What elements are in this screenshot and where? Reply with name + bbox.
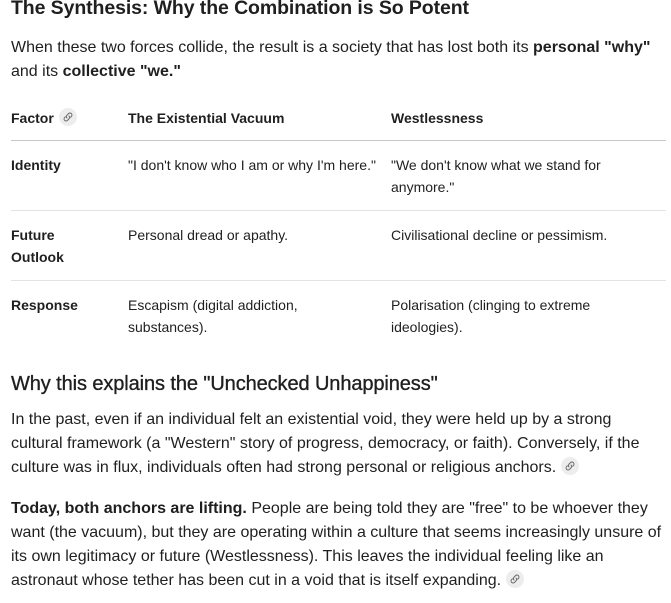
paragraph-today (11, 497, 666, 593)
intro-paragraph (11, 36, 661, 84)
intro-text-2: and its (11, 63, 63, 80)
table-header-westlessness: Westlessness (391, 96, 666, 141)
intro-bold-2: collective "we." (62, 63, 181, 80)
row-westlessness: Civilisational decline or pessimism. (391, 211, 666, 281)
row-westlessness: Polarisation (clinging to extreme ideologies). (391, 297, 591, 335)
intro-text-1: When these two forces collide, the result is a society that has lost both its (11, 39, 534, 56)
comparison-table (11, 96, 666, 350)
table-header-vacuum: The Existential Vacuum (128, 96, 391, 141)
paragraph-past-text: In the past, even if an individual felt an existential void, they were held up by a strong cultural framework (a "Western" story of progress, democracy, or faith). Conversely, if the culture was in flux, individuals often had strong personal or religious anchors. (11, 411, 640, 476)
link-icon[interactable] (561, 457, 579, 475)
row-factor: Future Outlook (11, 211, 128, 281)
table-header-row (11, 96, 666, 141)
table-row (11, 281, 666, 351)
table-row (11, 141, 666, 211)
row-factor: Response (11, 297, 78, 313)
table-row (11, 211, 666, 281)
table-header-factor (11, 96, 128, 141)
row-vacuum: Personal dread or apathy. (128, 211, 391, 281)
section-heading-unhappiness: Why this explains the "Unchecked Unhappiness" (11, 373, 438, 395)
row-vacuum: "I don't know who I am or why I'm here." (128, 141, 391, 211)
paragraph-past (11, 408, 666, 480)
section-heading-synthesis: The Synthesis: Why the Combination is So Potent (11, 0, 469, 19)
row-vacuum: Escapism (digital addiction, substances). (128, 297, 298, 335)
paragraph-today-text: People are being told they are "free" to be whoever they want (the vacuum), but they are operating within a culture that seems increasingly unsure of its own legitimacy or future (Westlessness). This leaves the individual feeling like an astronaut whose tether has been cut in a void that is itself expanding. (11, 500, 662, 589)
intro-bold-1: personal "why" (533, 39, 651, 56)
row-factor: Identity (11, 141, 128, 211)
row-westlessness: "We don't know what we stand for anymore." (391, 141, 666, 211)
paragraph-today-bold: Today, both anchors are lifting. (11, 500, 247, 517)
header-label: Factor (11, 110, 54, 126)
link-icon[interactable] (59, 108, 77, 126)
link-icon[interactable] (506, 570, 524, 588)
